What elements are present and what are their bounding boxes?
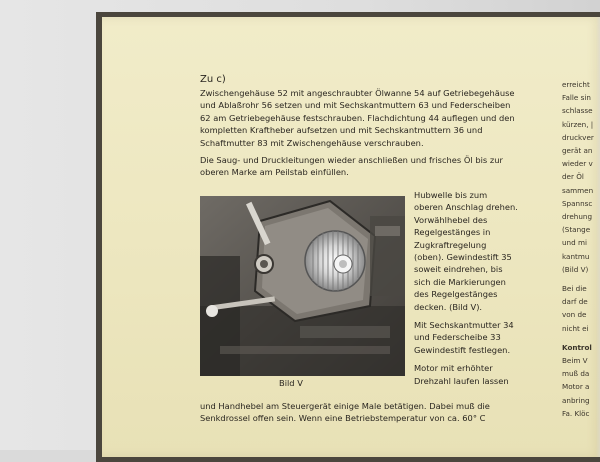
right-column-line: von de <box>562 310 587 320</box>
right-column-line: darf de <box>562 297 588 307</box>
right-column-line: und mi <box>562 238 587 248</box>
right-column-line: (Bild V) <box>562 264 589 274</box>
figure-caption: Bild V <box>279 378 303 388</box>
right-column-line: gerät an <box>562 146 593 156</box>
side-text-1: Hubwelle bis zum oberen Anschlag drehen. Vorwählhebel des Regelgestänges in Zugkraftregelung (oben). Gewindestift 35 soweit eindrehen, bis sich die Markierungen des Regelgestänges decken. (Bild V). <box>414 190 518 312</box>
right-column-line: wieder v <box>562 159 593 169</box>
side-text-column <box>414 189 518 393</box>
right-column-line: Motor a <box>562 382 590 392</box>
right-column-line: kantmu <box>562 251 590 261</box>
right-column-line: kürzen, | <box>562 119 594 129</box>
right-column-line: muß da <box>562 369 590 379</box>
right-column-line: Beim V <box>562 356 588 366</box>
right-column-line: sammen <box>562 185 594 195</box>
right-column-line: Bei die <box>562 284 587 294</box>
right-column-line: anbring <box>562 395 590 405</box>
right-column-line: Fa. Klöc <box>562 408 590 418</box>
right-column-line: drehung <box>562 212 593 222</box>
bottom-line-1: und Handhebel am Steuergerät einige Male betätigen. Dabei muß die <box>200 401 490 411</box>
section-heading: Zu c) <box>200 74 226 85</box>
right-column-line: Kontrol <box>562 342 592 352</box>
paragraph-2: Die Saug- und Druckleitungen wieder anschließen und frisches Öl bis zur oberen Marke am Peilstab einfüllen. <box>200 155 503 178</box>
main-text-block <box>200 74 515 184</box>
paragraph-1: Zwischengehäuse 52 mit angeschraubter Ölwanne 54 auf Getriebegehäuse und Ablaßrohr 56 setzen und mit Sechskantmuttern 63 und Federscheiben 62 am Getriebegehäuse festschrauben. Flachdichtung 44 auflegen und den kompletten Kraftheber aufsetzen und mit Sechskantmuttern 36 und Schaftmutter 83 mit Zwischengehäuse verschrauben. <box>200 88 515 148</box>
right-column-line: Falle sin <box>562 93 591 103</box>
page-edge-shadow <box>596 17 600 457</box>
right-column-line: schlasse <box>562 106 593 116</box>
right-column-cutoff <box>562 78 600 420</box>
right-column-line: nicht ei <box>562 323 589 333</box>
right-column-line: druckver <box>562 132 594 142</box>
right-column-line: erreicht <box>562 80 590 89</box>
right-column-line: (Stange <box>562 225 591 235</box>
bottom-line-2: Senkdrossel offen sein. Wenn eine Betriebstemperatur von ca. 60° C <box>200 413 486 424</box>
mechanism-photo <box>200 196 405 376</box>
right-column-line: Spannsc <box>562 198 593 208</box>
right-column-line: der Öl <box>562 172 584 182</box>
figure-photo <box>200 196 405 376</box>
side-text-2: Mit Sechskantmutter 34 und Federscheibe 33 Gewindestift festlegen. <box>414 320 514 355</box>
side-text-3: Motor mit erhöhter Drehzahl laufen lassen <box>414 363 509 386</box>
bottom-text <box>200 400 525 425</box>
